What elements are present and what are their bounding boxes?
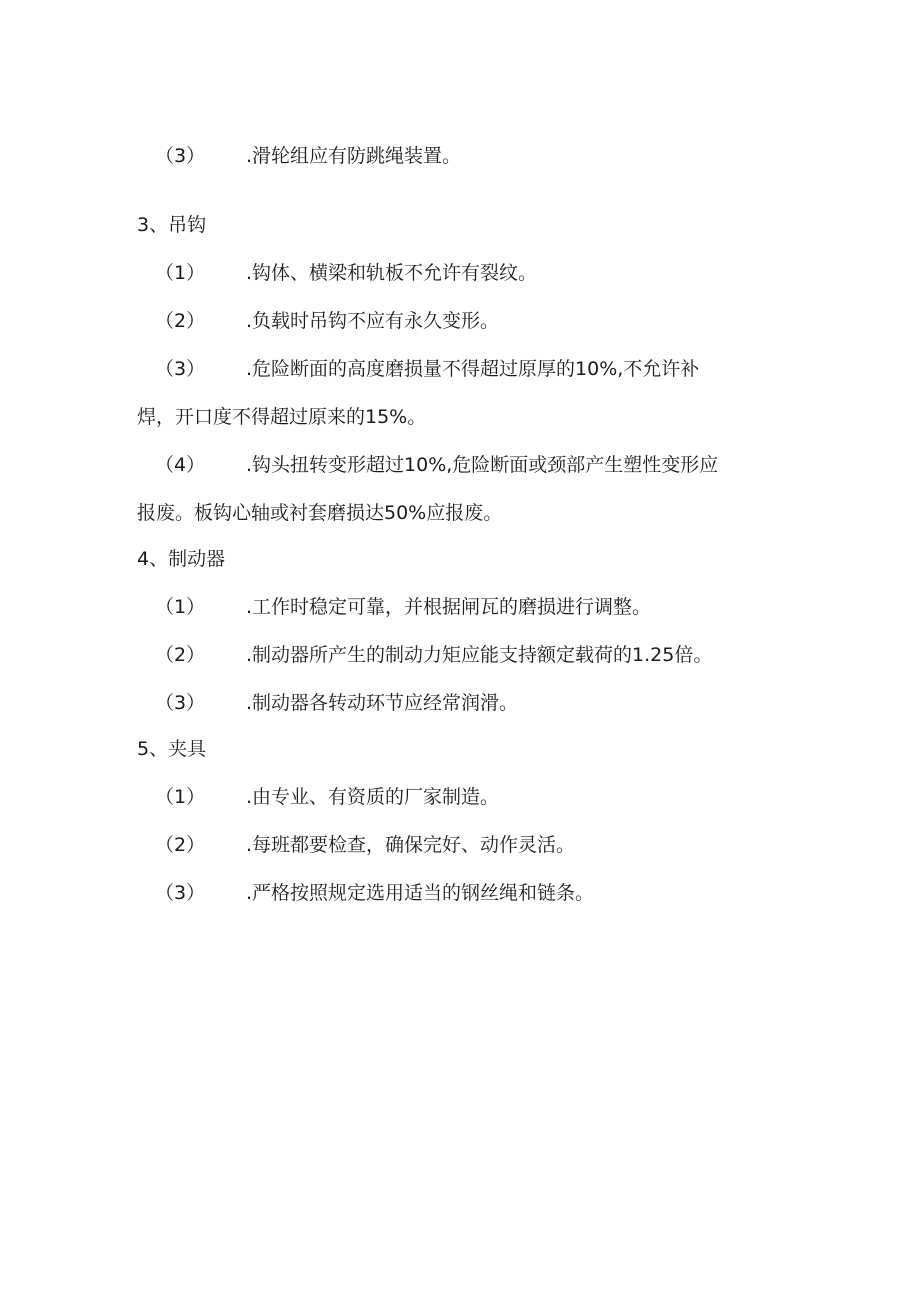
item-text: .制动器所产生的制动力矩应能支持额定载荷的1.25倍。: [246, 644, 713, 666]
list-item: [0, 448, 920, 482]
list-item: [0, 828, 920, 862]
list-item: [0, 686, 920, 720]
list-item: [0, 352, 920, 386]
item-number: （1）: [155, 596, 206, 618]
item-text: .钩体、横梁和轨板不允许有裂纹。: [246, 262, 538, 284]
section-heading-text: 5、夹具: [137, 738, 207, 760]
item-number: （1）: [155, 262, 206, 284]
item-text: .每班都要检查，确保完好、动作灵活。: [246, 834, 576, 856]
item-text: .危险断面的高度磨损量不得超过原厚的10%,不允许补: [246, 358, 700, 380]
item-text: .由专业、有资质的厂家制造。: [246, 786, 500, 808]
list-item: [0, 590, 920, 624]
item-text: .工作时稳定可靠，并根据闸瓦的磨损进行调整。: [246, 596, 652, 618]
section-heading: [0, 208, 920, 242]
item-number: （1）: [155, 786, 206, 808]
item-number: （3）: [155, 882, 206, 904]
item-number: （2）: [155, 834, 206, 856]
list-item: [0, 139, 920, 173]
section-heading: [0, 732, 920, 766]
list-item: [0, 638, 920, 672]
section-heading-text: 4、制动器: [137, 548, 226, 570]
item-number: （2）: [155, 644, 206, 666]
item-number: （3）: [155, 145, 206, 167]
section-heading-text: 3、吊钩: [137, 214, 207, 236]
item-number: （3）: [155, 358, 206, 380]
item-number: （2）: [155, 310, 206, 332]
item-text: .负载时吊钩不应有永久变形。: [246, 310, 500, 332]
section-heading: [0, 542, 920, 576]
list-item: [0, 304, 920, 338]
item-text-continued: 报废。板钩心轴或衬套磨损达50%应报废。: [137, 502, 503, 524]
item-text-continued: 焊，开口度不得超过原来的15%。: [137, 406, 427, 428]
item-text: .制动器各转动环节应经常润滑。: [246, 692, 519, 714]
list-item: [0, 256, 920, 290]
item-text: .严格按照规定选用适当的钢丝绳和链条。: [246, 882, 595, 904]
list-item-continuation: [0, 496, 920, 530]
item-number: （3）: [155, 692, 206, 714]
item-number: （4）: [155, 454, 206, 476]
list-item: [0, 780, 920, 814]
item-text: .滑轮组应有防跳绳装置。: [246, 145, 462, 167]
list-item-continuation: [0, 400, 920, 434]
item-text: .钩头扭转变形超过10%,危险断面或颈部产生塑性变形应: [246, 454, 719, 476]
list-item: [0, 876, 920, 910]
